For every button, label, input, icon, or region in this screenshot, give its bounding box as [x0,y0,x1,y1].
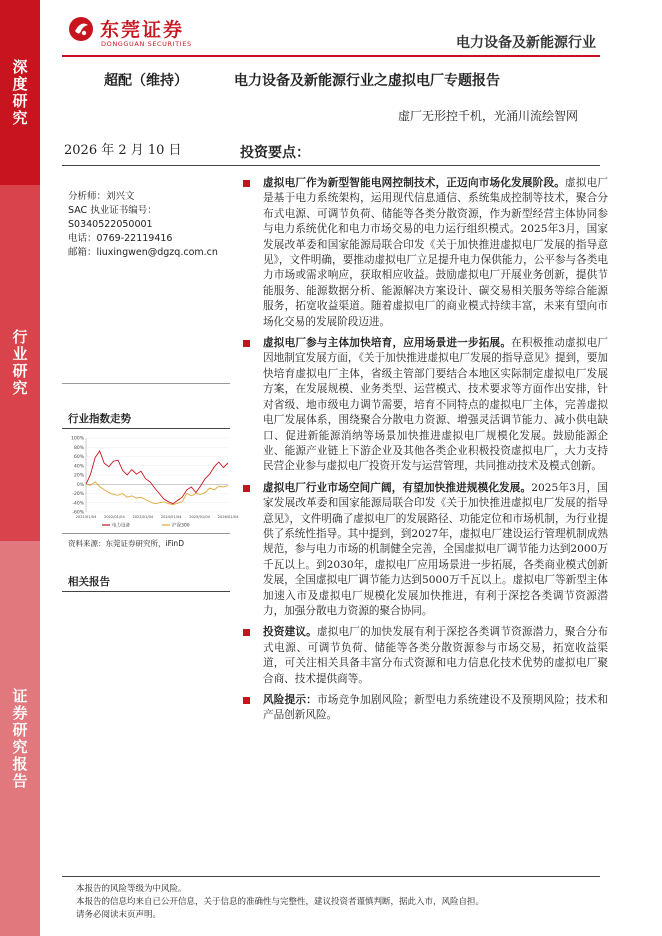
related-reports-divider [62,591,230,592]
side-label-text: 深度研究 [10,58,29,127]
index-trend-chart [62,432,239,532]
footer-line: 请务必阅读末页声明。 [76,910,162,920]
chart-x-ticks [76,515,239,519]
footer-divider [62,876,600,877]
x-tick-label: 2026/01/04 [217,515,239,519]
square-bullet-icon [243,180,250,187]
sac-number: S0340522050001 [68,219,153,230]
key-point-lead: 风险提示： [263,694,317,706]
legend-label: 电力设备 [112,523,130,529]
chart-grid [86,438,228,512]
key-point-text: 在积极推动虚拟电厂因地制宜发展方面，《关于加快推进虚拟电厂发展的指导意见》提到，要加快培育虚拟电厂主体，省级主管部门要结合本地区实际制定虚拟电厂发展方案，在发展规模、业务类型、运营模式、技术要求等方面作出安排，针对省级、地市级电力调节需要，培育不同特点的虚拟电厂主体，完善虚拟电厂发展体系，围绕聚合分散电力资源、增强灵活调节能力、减小供电缺口、促进新能源消纳等场景加快推进虚拟电厂规模化发展。鼓励能源企业、能源产业链上下游企业及其他各类企业积极投资虚拟电厂，大力支持民营企业参与虚拟电厂投资开发与运营管理，共同推动技术及模式创新。 [263,337,609,473]
x-tick-label: 2023/01/04 [132,515,154,519]
key-point-3 [240,481,608,620]
related-reports-title: 相关报告 [68,576,110,588]
key-point-text: 虚拟电厂的加快发展有利于深挖各类调节资源潜力，聚合分布式电源、可调节负荷、储能等各类分散资源参与市场交易，拓宽收益渠道，可关注相关具备丰富分布式资源和电力信息化技术优势的虚拟电厂聚合商、技术提供商等。 [263,626,608,685]
chart-series [86,451,228,505]
y-tick-label: 40% [73,464,84,470]
analyst-email[interactable]: 邮箱：liuxingwen@dgzq.com.cn [68,247,218,258]
key-point-text: 2025年3月，国家发展改革委和国家能源局联合印发《关于加快推进虚拟电厂发展的指导意见》，文件明确了虚拟电厂的发展路径、功能定位和市场机制，为行业提供了系统性指导。其中提到，到2027年，虚拟电厂建设运行管理机制成熟规范，参与电力市场的机制健全完善，全国虚拟电厂调节能力达到2000万千瓦以上。到2030年，虚拟电厂应用场景进一步拓展，各类商业模式创新发展，全国虚拟电厂调节能力达到5000万千瓦以上。虚拟电厂等新型主体加速入市及虚拟电厂规模化发展加快推进，有利于深挖各类调节资源潜力，加强分散电力资源的聚合协同。 [263,481,609,617]
side-label-industry-research [0,185,40,541]
square-bullet-icon [243,485,250,492]
y-tick-label: 80% [73,445,84,451]
side-label-securities-report [0,541,40,936]
logo-mark-icon [68,16,94,42]
key-point-lead: 虚拟电厂行业市场空间广阔，有望加快推进规模化发展。 [263,481,532,494]
legend-label: 沪深300 [172,523,190,529]
x-tick-label: 2025/01/04 [189,515,210,519]
key-point-2 [240,336,608,475]
square-bullet-icon [243,697,250,704]
key-point-text: 市场竞争加剧风险；新型电力系统建设不及预期风险；技术和产品创新风险。 [263,694,608,722]
chart-y-ticks [71,436,85,516]
square-bullet-icon [243,629,250,636]
key-point-5 [240,693,608,724]
key-point-lead: 投资建议。 [263,626,317,639]
key-points-body [240,176,608,730]
square-bullet-icon [243,340,250,347]
company-logo [68,14,198,50]
report-subtitle: 虚厂无形控千机，光涌川流绘智网 [398,109,579,123]
footer-disclaimer [76,883,484,922]
series-line-industry [86,451,228,504]
industry-name: 电力设备及新能源行业 [456,35,596,51]
y-tick-label: 20% [73,473,84,479]
y-tick-label: -20% [72,492,84,498]
logo-text-en: DONGGUAN SECURITIES [101,40,192,48]
y-tick-label: -60% [72,510,84,516]
section-divider [62,165,600,166]
key-point-4 [240,625,608,687]
analyst-phone: 电话：0769-22119416 [68,233,173,244]
y-tick-label: 100% [71,436,84,442]
chart-top-divider [62,428,230,429]
chart-legend [102,522,190,529]
key-point-lead: 虚拟电厂作为新型智能电网控制技术，正迈向市场化发展阶段。 [263,177,566,189]
y-tick-label: 60% [73,455,84,461]
side-band [0,0,40,936]
key-points-title: 投资要点： [240,145,310,161]
side-label-text: 行业研究 [10,329,29,397]
report-title: 电力设备及新能源行业之虚拟电厂专题报告 [234,73,500,89]
key-point-1 [240,176,608,330]
footer-line: 本报告的信息均来自已公开信息，关于信息的准确性与完整性，建议投资者谨慎判断，据此入市，风险自担。 [76,897,485,907]
analyst-info [68,190,218,260]
x-tick-label: 2022/01/04 [104,515,125,519]
x-tick-label: 2021/01/04 [75,515,97,519]
key-point-lead: 虚拟电厂参与主体加快培育，应用场景进一步拓展。 [263,337,512,350]
sac-label: SAC 执业证书编号： [68,205,157,216]
analyst-divider [62,383,230,384]
logo-text-cn: 东莞证券 [100,19,185,41]
chart-source: 资料来源：东莞证券研究所，iFinD [68,539,184,548]
chart-title: 行业指数走势 [68,413,131,425]
chart-bottom-divider [62,533,230,534]
analyst-name: 分析师：刘兴文 [68,191,135,202]
report-date: 2026 年 2 月 10 日 [64,143,182,158]
side-label-text: 证券研究报告 [10,687,29,790]
side-label-deep-research [0,0,40,185]
y-tick-label: 0% [76,482,84,488]
y-tick-label: -40% [72,501,84,507]
key-point-text: 虚拟电厂是基于电力系统架构，运用现代信息通信、系统集成控制等技术，聚合分布式电源、可调节负荷、储能等各类分散资源，作为新型经营主体协同参与电力系统优化和电力市场交易的电力运行组织模式。2025年3月，国家发展改革委和国家能源局联合印发《关于加快推进虚拟电厂发展的指导意见》，文件明确，要推动虚拟电厂立足提升电力保供能力，公平参与各类电力市场或需求响应，获取相应收益。鼓励虚拟电厂开展业务创新，提供节能服务、能源数据分析、能源解决方案设计、碳交易相关服务等综合能源服务，拓宽收益渠道。随着虚拟电厂的商业模式持续丰富，未来有望向市场化交易的发展阶段迈进。 [263,177,609,328]
rating: 超配（维持） [104,73,188,89]
header-divider [62,55,600,57]
footer-line: 本报告的风险等级为中风险。 [76,884,187,894]
x-tick-label: 2024/01/04 [160,515,182,519]
